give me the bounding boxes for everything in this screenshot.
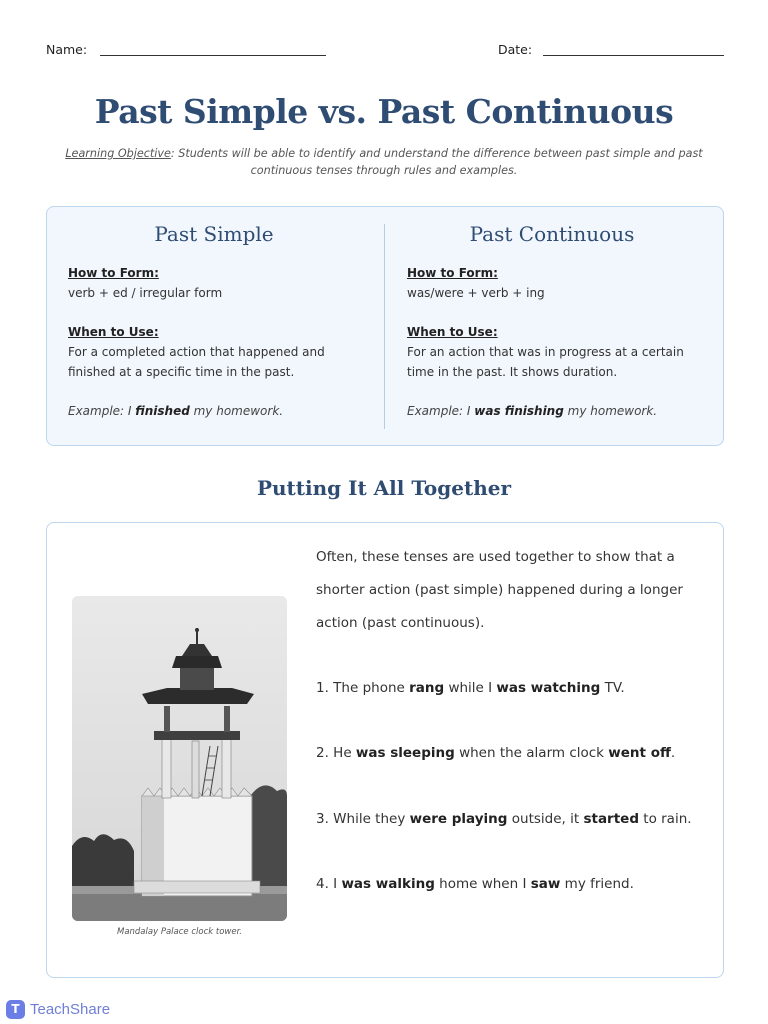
sentence-text: when the alarm clock	[454, 745, 609, 761]
form-text: verb + ed / irregular form	[68, 286, 223, 300]
example-suffix: my homework.	[189, 404, 284, 418]
sentence-bold: saw	[530, 876, 561, 892]
sentence-text: my friend.	[560, 876, 634, 892]
date-label: Date:	[498, 42, 533, 57]
past-continuous-title: Past Continuous	[469, 222, 635, 246]
photo-caption: Mandalay Palace clock tower.	[116, 927, 242, 937]
sentence-bold: was watching	[496, 680, 601, 696]
sentence-text: 3. While they	[316, 811, 410, 827]
sentence-bold: was walking	[341, 876, 435, 892]
example-sentence-3	[316, 809, 706, 829]
sentence-text: 2. He	[316, 745, 356, 761]
sentence-text: to rain.	[638, 811, 692, 827]
form-text: was/were + verb + ing	[407, 286, 545, 300]
learning-objective	[44, 145, 724, 179]
teachshare-logo-icon: T	[6, 1000, 25, 1019]
example-text	[68, 402, 368, 421]
page-title: Past Simple vs. Past Continuous	[94, 92, 674, 131]
example-sentence-4	[316, 874, 706, 894]
when-to-use-label: When to Use:	[407, 325, 498, 339]
sentence-text: .	[670, 745, 676, 761]
sentence-text: while I	[444, 680, 497, 696]
sentence-bold: rang	[409, 680, 445, 696]
example-bold: was finishing	[474, 404, 564, 418]
example-sentence-1	[316, 678, 706, 698]
past-simple-column	[68, 222, 368, 421]
sentence-text: outside, it	[507, 811, 584, 827]
past-continuous-column	[407, 222, 707, 421]
clock-tower-photo	[72, 596, 287, 921]
sentence-text: home when I	[434, 876, 531, 892]
brand-name: TeachShare	[30, 1000, 111, 1018]
name-line	[100, 55, 326, 56]
sentence-text: 4. I	[316, 876, 342, 892]
example-text	[407, 402, 707, 421]
date-line	[543, 55, 724, 56]
sentence-bold: was sleeping	[355, 745, 455, 761]
sentence-text: TV.	[600, 680, 625, 696]
when-to-use-label: When to Use:	[68, 325, 159, 339]
column-divider	[384, 224, 385, 429]
use-text: For a completed action that happened and finished at a specific time in the past.	[68, 345, 325, 379]
example-prefix: Example: I	[68, 404, 136, 418]
how-to-form-label: How to Form:	[407, 266, 498, 280]
section-title: Putting It All Together	[256, 476, 512, 500]
teachshare-brand[interactable]	[6, 998, 110, 1020]
how-to-form-label: How to Form:	[68, 266, 159, 280]
intro-paragraph: Often, these tenses are used together to show that a shorter action (past simple) happened during a longer action (past continuous).	[316, 549, 683, 631]
learning-objective-text: : Students will be able to identify and understand the difference between past simple and past continuous tenses through rules and examples.	[170, 147, 703, 177]
sentence-bold: went off	[608, 745, 671, 761]
sentence-bold: started	[583, 811, 639, 827]
use-text: For an action that was in progress at a certain time in the past. It shows duration.	[407, 345, 684, 379]
example-bold: finished	[135, 404, 190, 418]
name-label: Name:	[46, 42, 88, 57]
sentence-bold: were playing	[409, 811, 508, 827]
example-sentence-2	[316, 743, 706, 763]
example-prefix: Example: I	[407, 404, 475, 418]
past-simple-title: Past Simple	[154, 222, 274, 246]
learning-objective-label: Learning Objective	[65, 147, 171, 160]
example-suffix: my homework.	[563, 404, 658, 418]
sentence-text: 1. The phone	[316, 680, 410, 696]
